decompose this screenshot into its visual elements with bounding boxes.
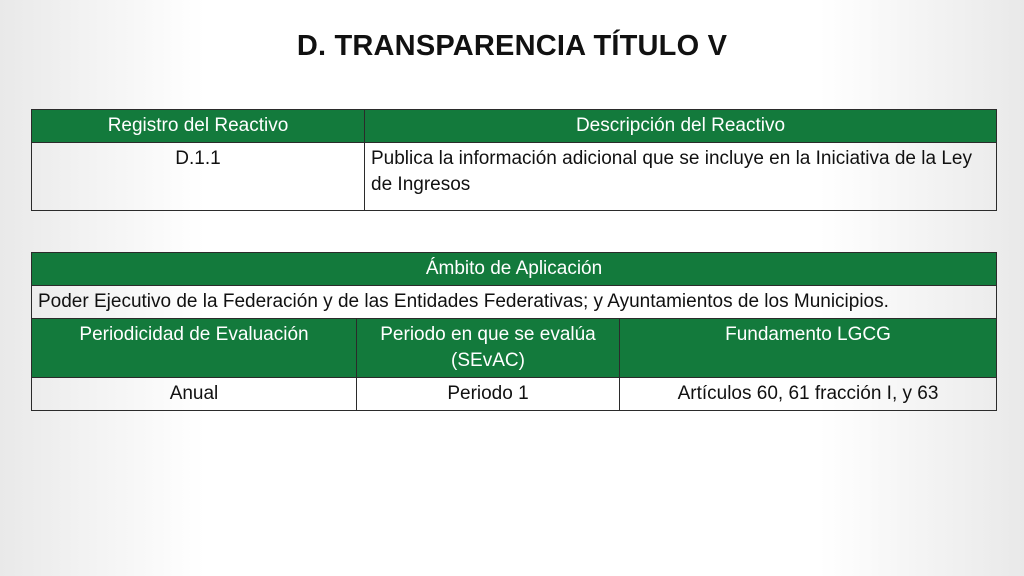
header-fundamento: Fundamento LGCG: [620, 319, 997, 378]
cell-periodicidad: Anual: [32, 378, 357, 411]
header-periodicidad: Periodicidad de Evaluación: [32, 319, 357, 378]
cell-fundamento: Artículos 60, 61 fracción I, y 63: [620, 378, 997, 411]
cell-ambito: Poder Ejecutivo de la Federación y de las Entidades Federativas; y Ayuntamientos de los Municipios.: [32, 286, 997, 319]
table-row: [32, 143, 997, 211]
header-registro: Registro del Reactivo: [32, 110, 365, 143]
scope-header-row: [32, 253, 997, 286]
table-header-row: [32, 319, 997, 378]
header-periodo: Periodo en que se evalúa (SEvAC): [357, 319, 620, 378]
cell-periodo: Periodo 1: [357, 378, 620, 411]
page-title: D. TRANSPARENCIA TÍTULO V: [296, 30, 728, 62]
scope-row: [32, 286, 997, 319]
table-header-row: [32, 110, 997, 143]
evaluation-table: [31, 252, 997, 411]
header-ambito: Ámbito de Aplicación: [32, 253, 997, 286]
cell-descripcion: Publica la información adicional que se incluye en la Iniciativa de la Ley de Ingresos: [365, 143, 997, 211]
reactivo-table: [31, 109, 997, 211]
table-row: [32, 378, 997, 411]
header-descripcion: Descripción del Reactivo: [365, 110, 997, 143]
cell-registro: D.1.1: [32, 143, 365, 211]
